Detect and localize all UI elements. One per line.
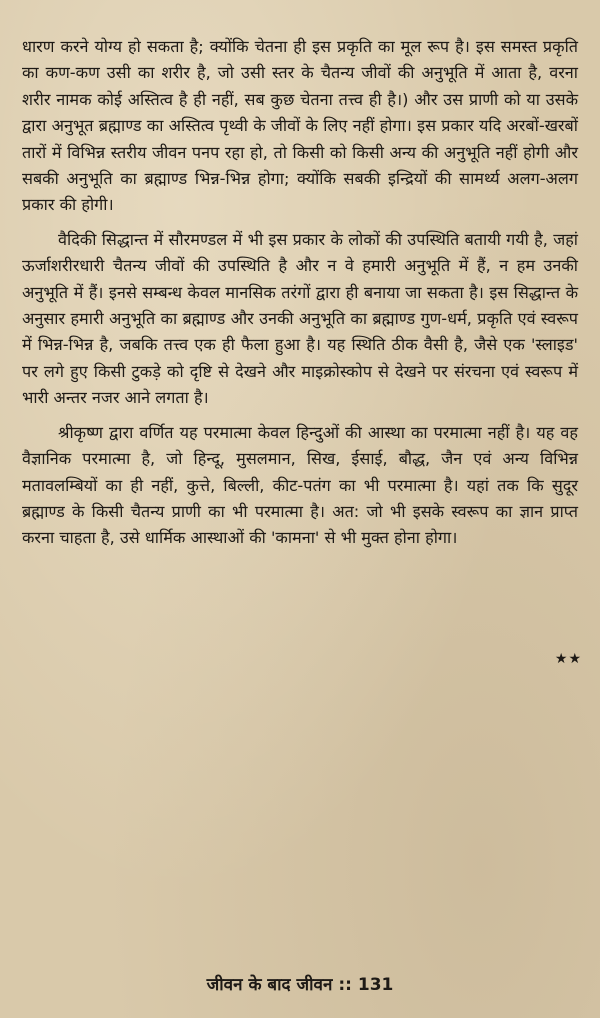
paragraph-scientific-god: श्रीकृष्ण द्वारा वर्णित यह परमात्मा केवल हिन्दुओं की आस्था का परमात्मा नहीं है। यह वह वैज्ञानिक परमात्मा है, जो हिन्दू, मुसलमान, सिख, ईसाई, बौद्ध, जैन एवं अन्य विभिन्न मतावलम्बियों का ही नहीं, कुत्ते, बिल्ली, कीट-पतंग का भी परमात्मा है। यहां तक कि सुदूर ब्रह्माण्ड के किसी चैतन्य प्राणी का भी परमात्मा है। अत: जो भी इसके स्वरूप का ज्ञान प्राप्त करना चाहता है, उसे धार्मिक आस्थाओं की 'कामना' से भी मुक्त होना होगा।: [22, 422, 578, 548]
page-number: 131: [357, 975, 394, 995]
footer-book-title: जीवन के बाद जीवन: [206, 975, 333, 995]
paragraph-continuation: धारण करने योग्य हो सकता है; क्योंकि चेतना ही इस प्रकृति का मूल रूप है। इस समस्त प्रकृति का कण-कण उसी का शरीर है, जो उसी स्तर के चैतन्य जीवों की अनुभूति में आता है, वरना शरीर नामक कोई अस्तित्व है ही नहीं, सब कुछ चेतना तत्त्व ही है।) और उस प्राणी को या उसके द्वारा अनुभूत ब्रह्माण्ड का अस्तित्व पृथ्वी के जीवों के लिए नहीं होगा। इस प्रकार यदि अरबों-खरबों तारों में विभिन्न स्तरीय जीवन पनप रहा हो, तो किसी को किसी अन्य की अनुभूति नहीं होगी और सबकी अनुभूति का ब्रह्माण्ड भिन्न-भिन्न होगा; क्योंकि सबकी इन्द्रियों की सामर्थ्य अलग-अलग प्रकार की होगी।: [22, 37, 578, 215]
section-end-stars: ★★: [554, 651, 582, 667]
footer-separator: ::: [338, 975, 352, 995]
paragraph-vedic-theory: वैदिकी सिद्धान्त में सौरमण्डल में भी इस प्रकार के लोकों की उपस्थिति बतायी गयी है, जहां ऊर्जाशरीरधारी चैतन्य जीवों की उपस्थिति है और न वे हमारी अनुभूति में हैं, न हम उनकी अनुभूति में हैं। इनसे सम्बन्ध केवल मानसिक तरंगों द्वारा ही बनाया जा सकता है। इस सिद्धान्त के अनुसार हमारी अनुभूति का ब्रह्माण्ड और उनकी अनुभूति का ब्रह्माण्ड गुण-धर्म, प्रकृति एवं स्वरूप में भिन्न-भिन्न है, जबकि तत्त्व एक ही फैला हुआ है। यह स्थिति ठीक वैसी है, जैसे एक 'स्लाइड' पर लगे हुए किसी टुकड़े को दृष्टि से देखने और माइक्रोस्कोप से देखने पर संरचना एवं स्वरूप में भारी अन्तर नजर आने लगता है।: [22, 229, 578, 408]
page-footer: [0, 972, 600, 995]
